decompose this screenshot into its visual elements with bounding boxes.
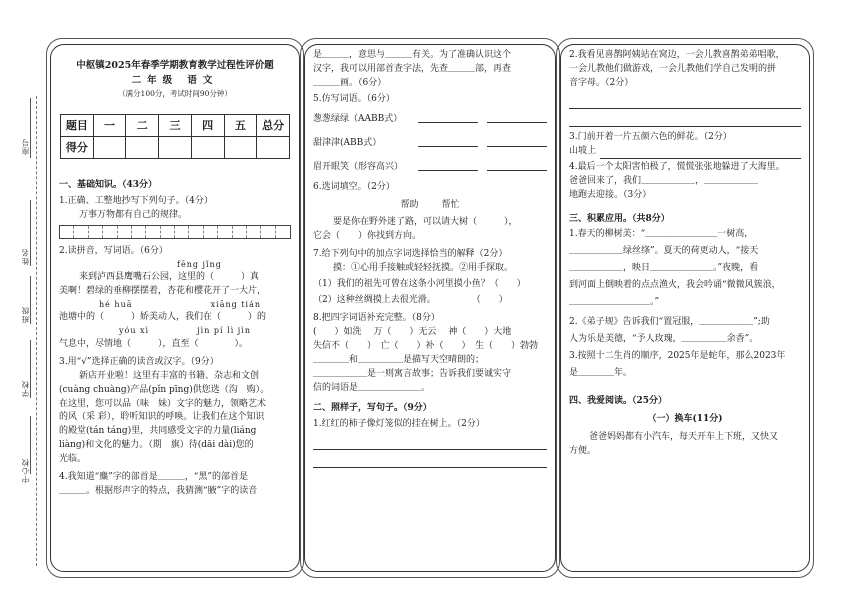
pinyin-1: fēng jǐng [177, 259, 222, 269]
score-input-cell[interactable] [191, 137, 224, 159]
score-table-header-row [61, 115, 290, 137]
pinyin-row-3 [59, 325, 291, 337]
q6-word-choices [313, 199, 547, 213]
q7-options: 摸：①心用手接触或轻轻抚摸。②用手探取。 [333, 263, 514, 274]
binding-dashed-line [36, 96, 37, 566]
binding-label-class: 班级 [21, 306, 30, 323]
s2-q4-line-1: 4.最后一个太阳害怕极了，慌慌张张地躲进了大海里。 [569, 161, 785, 172]
pinyin-3a: yóu xì [119, 326, 150, 336]
q3-line: 新店开业啦！这里有丰富的书籍、杂志和文创 [79, 370, 260, 381]
answer-blank[interactable] [487, 161, 547, 171]
score-cell: 三 [159, 115, 192, 137]
binding-strip [0, 0, 50, 608]
score-input-cell[interactable] [126, 137, 159, 159]
section-1-heading: 一、基础知识。（43分） [59, 180, 158, 191]
q3-line: 的殿堂(tán táng)里，共同感受文字的力量(liáng [59, 426, 257, 437]
binding-blank-school [30, 340, 31, 398]
answer-line[interactable] [569, 113, 801, 127]
score-table [60, 114, 290, 159]
q7-sentence-1: （1）我们的祖先可曾在这条小河里摸小鱼？（ ） [313, 279, 526, 290]
question-1-5: 5.仿写词语。（6分） [313, 93, 395, 104]
answer-line[interactable] [569, 95, 801, 109]
reading-line-1: 爸爸妈妈都有小汽车，每天开车上下班，又快又 [589, 431, 779, 442]
exam-title: 中枢镇2025年春季学期教育教学过程性评价题 [76, 60, 274, 71]
q8-line-3: ＿＿＿＿和＿＿＿＿＿是描写天空晴朗的； [313, 354, 485, 365]
question-1-4-line-1: 4.我知道“麋”字的部首是＿＿＿，“黑”的部首是 [59, 472, 248, 483]
score-cell: 四 [191, 115, 224, 137]
q8-line-2: 失信不（ ） 亡（ ）补（ ） 生（ ）勃勃 [313, 340, 539, 351]
s3-q1-line-3: ＿＿＿＿＿＿，映日＿＿＿＿＿＿＿。”夜晚，看 [569, 263, 759, 274]
s2-q2-line-3: 音字母。（2分） [569, 77, 634, 88]
q4-cont-line-1: 是＿＿＿，意思与＿＿＿有关。为了准确认识这个 [313, 50, 512, 60]
q5-row [313, 113, 547, 129]
reading-line-2: 方便。 [569, 445, 597, 456]
q3-line: 的风（采 彩），聆听知识的呼唤。让我们在这个知识 [59, 412, 265, 423]
q8-line-5: 信的词语是＿＿＿＿＿＿＿。 [313, 382, 431, 393]
exam-grade-subject: 二年级 语文 [131, 74, 219, 86]
answer-blank[interactable] [487, 137, 547, 147]
q3-line: liàng)和文化的魅力。（期 旗）待(dāi dài)您的 [59, 440, 254, 451]
score-cell: 总分 [257, 115, 290, 137]
binding-blank-class [30, 276, 31, 324]
q2-line-1: 来到泸西县鹰嘴石公园，这里的（ ）真 [79, 272, 260, 283]
s3-q1-line-5: ＿＿＿＿＿＿＿＿＿。” [569, 297, 660, 308]
section-3-heading: 三、积累应用。（共8分） [569, 213, 670, 224]
q6-word: 帮忙 [441, 199, 460, 210]
question-1-7: 7.给下列句中的加点字词选择恰当的解释（2分） [313, 249, 508, 260]
score-cell: 一 [93, 115, 126, 137]
copy-sentence: 万事万物都有自己的规律。 [79, 209, 188, 220]
score-input-cell[interactable] [159, 137, 192, 159]
s3-q3-line-1: 3.按照十二生肖的顺序，2025年是蛇年，那么2023年 [569, 351, 786, 361]
s2-q3-line-2 [569, 145, 801, 159]
q6-word: 帮助 [400, 199, 419, 210]
reading-title: （一）换车(11分) [647, 413, 723, 424]
question-1-3: 3.用“√”选择正确的读音或汉字。（9分） [59, 356, 219, 367]
s3-q1-line-4: 到河面上倒映着的点点渔火，我会吟诵“微微风簇浪， [569, 280, 781, 291]
binding-label-school: 学校 [21, 380, 30, 397]
q8-line-4: ＿＿＿＿＿＿是一则寓言故事；告诉我们要诚实守 [313, 368, 512, 379]
s2-q4-line-3: 地跑去迎接。（3分） [569, 189, 652, 200]
exam-note: （满分100分，考试时间90分钟） [118, 89, 232, 99]
q3-line: (cuàng chuàng)产品(pǐn pīng)供您选（沟 购）。 [59, 384, 270, 395]
pinyin-2b: xiāng tián [210, 300, 261, 310]
question-1-2: 2.读拼音，写词语。（6分） [59, 245, 168, 256]
q5-row [313, 137, 547, 153]
question-1-1: 1.正确、工整地抄写下列句子。（4分） [59, 196, 213, 206]
score-input-cell[interactable] [224, 137, 257, 159]
q2-line-3: 池塘中的（ ）娇美动人，我们在（ ）的 [59, 312, 267, 323]
section-2-question-1: 1.红红的柿子像灯笼似的挂在树上。（2分） [313, 418, 485, 429]
q8-line-1: ( ）如洗 万（ ）无云 神（ ）大地 [313, 327, 512, 337]
answer-blank[interactable] [418, 113, 478, 123]
section-4-heading: 四、我爱阅读。（25分） [569, 395, 668, 406]
binding-blank-seat [30, 98, 31, 158]
pinyin-row-2 [59, 299, 291, 311]
binding-blank-name [30, 200, 31, 266]
score-cell: 二 [126, 115, 159, 137]
score-input-cell[interactable] [257, 137, 290, 159]
answer-blank[interactable] [418, 161, 478, 171]
pinyin-3b: jìn pí lì jìn [197, 326, 251, 336]
s3-q3-line-2: 是＿＿＿＿年。 [569, 367, 633, 378]
s2-q2-line-2: 一会儿教他们做游戏，一会儿教他们学自己发明的拼 [569, 63, 777, 74]
s2-q3-prefix: 山坡上 [569, 145, 597, 156]
q5-row [313, 161, 547, 177]
score-table-score-row [61, 137, 290, 159]
q4-cont-line-2: 汉字，我可以用部首查字法，先查＿＿＿部，再查 [313, 63, 512, 74]
binding-label-name: 姓名 [21, 248, 30, 265]
s3-q2-line-2: 人为乐是美德，“予人玫瑰，＿＿＿＿＿余香”。 [569, 334, 759, 345]
q5-example: 眉开眼笑（形容高兴） [313, 161, 404, 172]
score-cell: 题目 [61, 115, 94, 137]
q6-line-1: 要是你在野外迷了路，可以请大树（ ）， [333, 217, 518, 228]
score-input-cell[interactable] [93, 137, 126, 159]
answer-blank[interactable] [487, 113, 547, 123]
q7-sentence-2: （2）这种丝绸摸上去很光滑。 （ ） [313, 295, 508, 306]
binding-label-center-school: 中心校 [21, 458, 30, 484]
q5-example: 甜津津(ABB式） [313, 137, 382, 148]
s2-q3-line-1: 3.门前开着一片五颜六色的鲜花。（2分） [569, 131, 732, 142]
pinyin-2a: hé huā [99, 300, 133, 310]
q3-line: 在这里，您可以品（味 妹）文字的魅力，领略艺术 [59, 398, 267, 409]
question-1-6: 6.选词填空。（2分） [313, 181, 395, 192]
binding-label-seat: 座号 [21, 138, 30, 155]
score-cell: 得分 [61, 137, 94, 159]
s3-q2-line-1: 2.《弟子规》告诉我们“置冠服，＿＿＿＿＿＿”;助 [569, 317, 770, 328]
score-cell: 五 [224, 115, 257, 137]
binding-blank-center-school [30, 416, 31, 474]
writing-grid[interactable] [59, 225, 291, 239]
question-1-8: 8.把四字词语补充完整。（8分） [313, 313, 440, 324]
q4-cont-line-3: ＿＿＿画。（6分） [313, 77, 387, 88]
q5-example: 葱葱绿绿（AABB式） [313, 113, 403, 124]
s3-q1-line-2: ＿＿＿＿＿＿绿丝绦”。夏天的荷更动人，“接天 [569, 246, 759, 257]
answer-line[interactable] [313, 454, 547, 468]
q3-line: 光临。 [59, 454, 87, 465]
answer-blank[interactable] [418, 137, 478, 147]
answer-blank[interactable] [600, 149, 801, 159]
section-2-heading: 二、照样子，写句子。（9分） [313, 402, 432, 413]
column-2 [304, 44, 556, 572]
column-3 [560, 44, 810, 572]
column-1 [50, 44, 300, 572]
answer-line[interactable] [313, 436, 547, 450]
s3-q1-line-1: 1.春天的柳树美：“＿＿＿＿＿＿＿＿一树高， [569, 229, 754, 240]
s2-q4-line-2: 爸爸回来了，我们＿＿＿＿＿＿，＿＿＿＿＿＿ [569, 175, 759, 186]
s2-q2-line-1: 2.我看见喜鹊阿姨站在窝边，一会儿教喜鹊弟弟唱歌， [569, 50, 785, 60]
q2-line-2: 美啊！碧绿的垂柳摆摆着，杏花和樱花开了一大片， [59, 286, 267, 297]
q2-line-4: 气息中，尽情地（ ），直至（ ）。 [59, 338, 249, 349]
q6-line-2: 它会（ ）你找到方向。 [313, 231, 422, 242]
question-1-4-line-2: ＿＿＿。根据形声字的特点，我猜测“腋”字的读音 [59, 486, 258, 497]
